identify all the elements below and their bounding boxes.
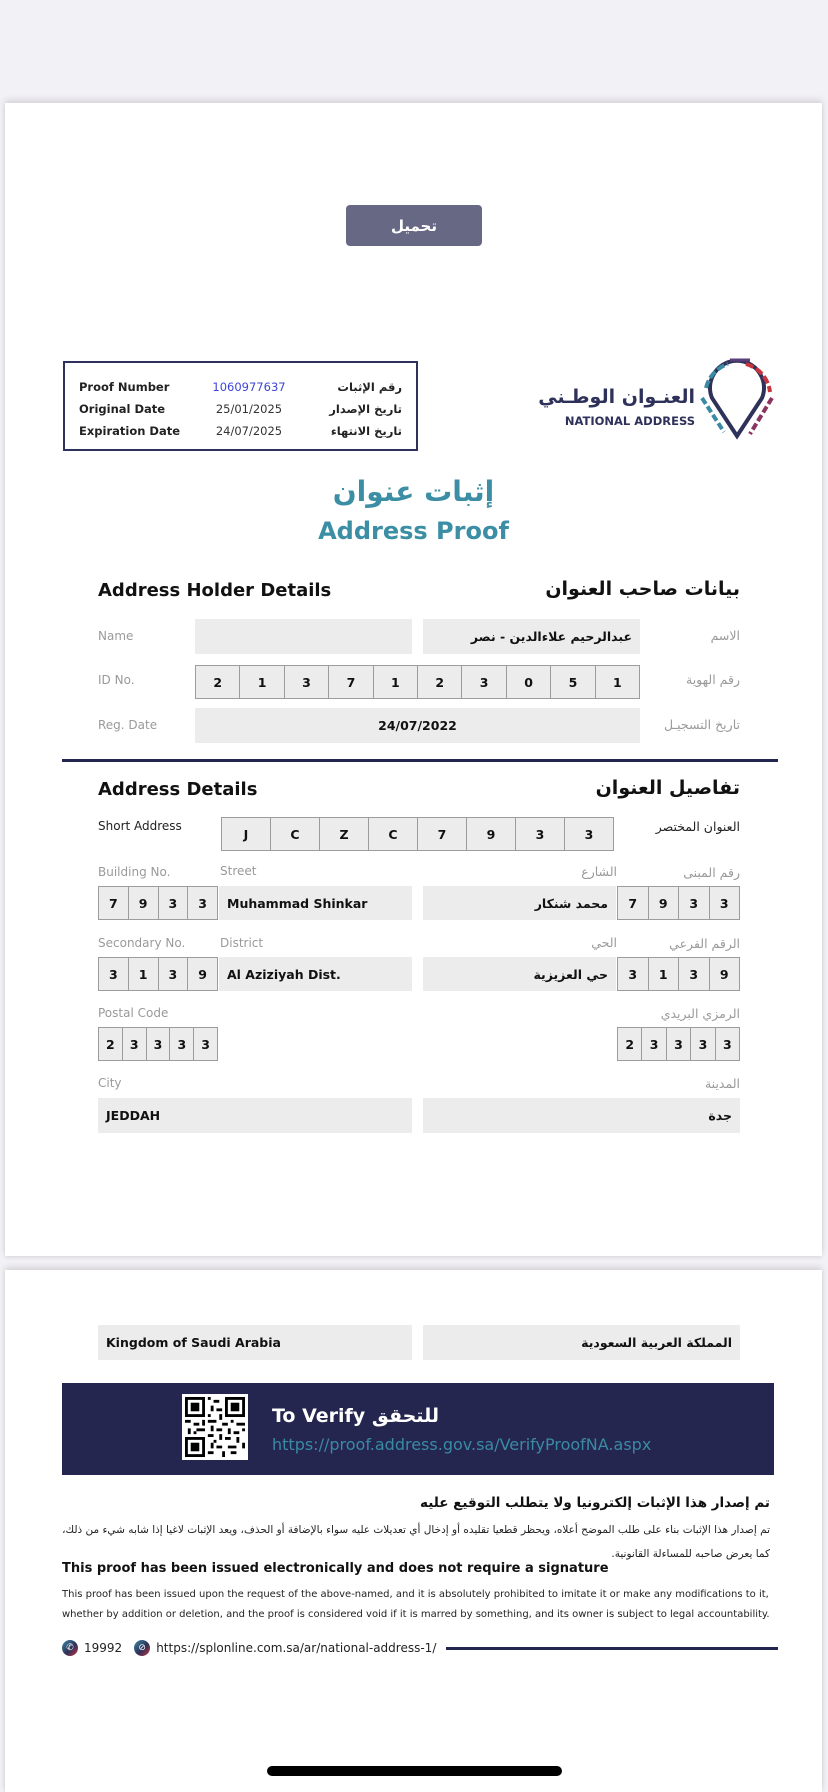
digit-cell: C xyxy=(369,818,418,850)
digit-cell: 3 xyxy=(642,1028,666,1060)
footer-contact xyxy=(62,1638,778,1658)
title-en: Address Proof xyxy=(318,517,509,545)
digit-cell: 3 xyxy=(679,887,710,919)
original-date-row xyxy=(79,399,402,419)
digit-cell: C xyxy=(271,818,320,850)
web-icon: ⊘ xyxy=(134,1640,150,1656)
digit-cell: 1 xyxy=(129,958,159,990)
postal-code-cells-ar xyxy=(617,1027,740,1061)
digit-cell: 3 xyxy=(198,895,207,911)
digit-cell: 3 xyxy=(679,958,710,990)
digit-cell: Z xyxy=(320,818,369,850)
digit-cell: 3 xyxy=(123,1028,147,1060)
digit-cell: 5 xyxy=(551,666,595,698)
digit-cell: 3 xyxy=(667,1028,691,1060)
holder-heading-en: Address Holder Details xyxy=(98,580,332,601)
country-field-en: Kingdom of Saudi Arabia xyxy=(98,1325,412,1360)
street-label-ar: الشارع xyxy=(581,864,617,879)
note-body-ar: تم إصدار هذا الإثبات بناء على طلب الموضح أعلاه، ويحظر قطعيا تقليده أو إدخال أي تعديلات عليه سواء بالإضافة أو الحذف، ويعد الإثبات لاغيا إذا شابه شيء من ذلك، كما يعرض صاحبه للمساءلة القانونية. xyxy=(62,1524,770,1560)
secondary-label-en: Secondary No. xyxy=(98,936,186,950)
digit-cell: 9 xyxy=(467,818,516,850)
digit-cell: 3 xyxy=(719,895,729,911)
digit-cell: 1 xyxy=(649,958,680,990)
reg-date-field: 24/07/2022 xyxy=(195,708,640,743)
digit-cell: J xyxy=(222,818,271,850)
digit-cell: 7 xyxy=(418,818,467,850)
qr-code[interactable] xyxy=(182,1394,248,1460)
digit-cell: 1 xyxy=(374,666,418,698)
district-field-ar: حي العزيزية xyxy=(423,957,616,991)
holder-heading-ar: بيانات صاحب العنوان xyxy=(545,578,740,600)
note-heading-ar: تم إصدار هذا الإثبات إلكترونيا ولا يتطلب التوقيع عليه xyxy=(420,1495,770,1511)
digit-cell: 3 xyxy=(618,958,649,990)
short-address-cells xyxy=(221,817,614,851)
secondary-number-cells-ar xyxy=(617,957,740,991)
city-label-en: City xyxy=(98,1076,122,1090)
expiration-date-value: 24/07/2025 xyxy=(215,424,283,438)
proof-number-label-ar: رقم الإثبات xyxy=(337,380,402,394)
id-number-cells xyxy=(195,665,640,699)
district-label-en: District xyxy=(220,936,264,950)
country-field-ar: المملكة العربية السعودية xyxy=(423,1325,740,1360)
digit-cell: 9 xyxy=(649,887,680,919)
digit-cell: 7 xyxy=(99,887,129,919)
id-label-en: ID No. xyxy=(98,673,135,687)
phone-icon: ✆ xyxy=(62,1640,78,1656)
digit-cell: 3 xyxy=(722,1036,732,1052)
digit-cell: 3 xyxy=(170,1028,194,1060)
address-heading-ar: تفاصيل العنوان xyxy=(595,777,740,799)
short-address-label-ar: العنوان المختصر xyxy=(655,819,740,834)
building-number-cells-ar xyxy=(617,886,740,920)
original-date-value: 25/01/2025 xyxy=(215,402,283,416)
note-body-en: This proof has been issued upon the request of the above-named, and it is absolutely prohibited to imitate it or make any modifications to it, whether by addition or deletion, and the proof is considered void if it is marred by something, and its owner is subject to legal accountability. xyxy=(62,1589,770,1620)
name-field-ar: عبدالرحيم علاءالدين - نصر xyxy=(423,619,640,654)
name-label-en: Name xyxy=(98,629,134,643)
digit-cell: 9 xyxy=(719,966,729,982)
city-field-en: JEDDAH xyxy=(98,1098,412,1133)
section-divider xyxy=(62,759,778,762)
secondary-label-ar: الرقم الفرعي xyxy=(669,936,740,951)
digit-cell: 2 xyxy=(418,666,462,698)
original-date-label-ar: تاريخ الإصدار xyxy=(329,402,402,416)
digit-cell: 3 xyxy=(159,887,189,919)
document-page-2 xyxy=(5,1270,822,1792)
street-label-en: Street xyxy=(220,864,257,878)
title-ar: إثبات عنوان xyxy=(332,475,495,508)
short-address-label-en: Short Address xyxy=(98,819,182,833)
street-field-en: Muhammad Shinkar xyxy=(219,886,412,920)
expiration-date-label-ar: تاريخ الانتهاء xyxy=(330,424,402,438)
proof-number-value: 1060977637 xyxy=(212,380,286,394)
digit-cell: 3 xyxy=(285,666,329,698)
name-field-en xyxy=(195,619,412,654)
digit-cell: 0 xyxy=(507,666,551,698)
verify-url-link[interactable]: https://proof.address.gov.sa/VerifyProofNA.aspx xyxy=(272,1435,652,1454)
digit-cell: 7 xyxy=(618,887,649,919)
original-date-label-en: Original Date xyxy=(79,402,166,416)
footer-phone[interactable]: 19992 xyxy=(84,1641,123,1655)
id-label-ar: رقم الهوية xyxy=(686,672,740,687)
verify-title: To Verify للتحقق xyxy=(272,1405,439,1427)
digit-cell: 1 xyxy=(240,666,284,698)
postal-label-en: Postal Code xyxy=(98,1006,169,1020)
postal-label-ar: الرمزي البريدي xyxy=(660,1006,740,1021)
proof-number-label-en: Proof Number xyxy=(79,380,170,394)
logo-text-en: NATIONAL ADDRESS xyxy=(564,414,695,428)
digit-cell: 9 xyxy=(198,966,207,982)
digit-cell: 2 xyxy=(196,666,240,698)
home-indicator[interactable] xyxy=(267,1766,562,1776)
map-pin-logo-icon xyxy=(698,358,776,448)
digit-cell: 3 xyxy=(159,958,189,990)
district-label-ar: الحي xyxy=(591,935,617,950)
building-label-ar: رقم المبنى xyxy=(683,865,740,880)
street-field-ar: محمد شنكار xyxy=(423,886,616,920)
digit-cell: 1 xyxy=(613,674,622,690)
digit-cell: 3 xyxy=(99,958,129,990)
building-label-en: Building No. xyxy=(98,865,171,879)
digit-cell: 9 xyxy=(129,887,159,919)
logo-text-ar: العنـوان الوطـني xyxy=(538,386,695,408)
name-label-ar: الاسم xyxy=(710,628,740,643)
digit-cell: 3 xyxy=(584,826,594,842)
address-heading-en: Address Details xyxy=(98,779,258,800)
proof-info-box xyxy=(63,361,418,451)
digit-cell: 3 xyxy=(516,818,565,850)
footer-line xyxy=(446,1647,778,1650)
digit-cell: 3 xyxy=(147,1028,171,1060)
reg-date-label-ar: تاريخ التسجيـل xyxy=(663,717,740,732)
secondary-number-cells-en xyxy=(98,957,218,991)
building-number-cells-en xyxy=(98,886,218,920)
proof-number-row xyxy=(79,377,402,397)
document-page-1 xyxy=(5,103,822,1256)
digit-cell: 2 xyxy=(99,1028,123,1060)
district-field-en: Al Aziziyah Dist. xyxy=(219,957,412,991)
verify-banner xyxy=(62,1383,774,1475)
reg-date-label-en: Reg. Date xyxy=(98,718,158,732)
city-label-ar: المدينة xyxy=(704,1076,740,1091)
footer-url-link[interactable]: https://splonline.com.sa/ar/national-address-1/ xyxy=(156,1641,437,1655)
digit-cell: 3 xyxy=(201,1036,210,1052)
expiration-date-label-en: Expiration Date xyxy=(79,424,181,438)
digit-cell: 3 xyxy=(462,666,506,698)
digit-cell: 7 xyxy=(329,666,373,698)
postal-code-cells-en xyxy=(98,1027,218,1061)
national-address-logo xyxy=(535,358,775,448)
city-field-ar: جدة xyxy=(423,1098,740,1133)
qr-code-icon xyxy=(185,1397,245,1457)
download-button[interactable]: تحميل xyxy=(346,205,482,246)
digit-cell: 2 xyxy=(618,1028,642,1060)
expiration-date-row xyxy=(79,421,402,441)
digit-cell: 3 xyxy=(691,1028,715,1060)
note-heading-en: This proof has been issued electronically and does not require a signature xyxy=(62,1561,609,1576)
